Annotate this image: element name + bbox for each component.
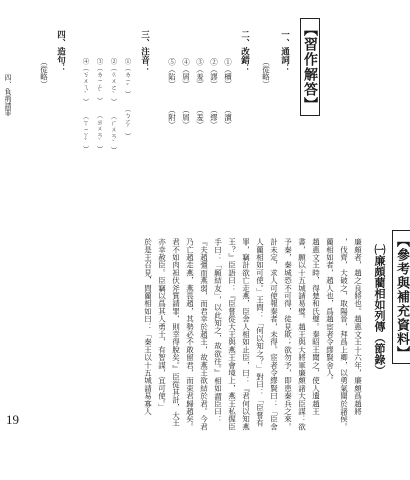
list-item xyxy=(82,58,89,152)
section-note: （從略） xyxy=(261,58,271,88)
item-correct: （附） xyxy=(167,106,177,129)
item-wrong: （陷） xyxy=(167,65,177,88)
item-number: ⑤ xyxy=(167,58,177,66)
item-wrong: （屑） xyxy=(181,65,191,88)
item-zhuyin: （ㄏㄨㄢˋ） xyxy=(109,113,118,154)
text-column: 王？』臣語曰：『臣嘗從大王與燕王會境上，燕王私握臣 xyxy=(227,238,237,431)
answers-heading: 【習作解答】 xyxy=(300,18,320,116)
list-item xyxy=(110,58,117,154)
item-correct: （瀆） xyxy=(223,106,233,129)
section-note: （從略） xyxy=(39,58,49,88)
section-label: 一、通詞： xyxy=(279,30,290,73)
item-number: ③ xyxy=(95,58,104,65)
text-column: 乃亡趙走燕，燕畏趙，其勢必不敢留君，而束君歸趙矣。 xyxy=(185,238,195,431)
text-column: 予秦，秦城恐不可得，徒見欺；欲勿予，即患秦兵之來。 xyxy=(283,238,293,431)
text-column: 趙惠文王時，得楚和氏璧。秦昭王聞之，使人遺趙王 xyxy=(311,238,321,416)
text-column: 罪，竊計欲亡走燕，臣舍人相如止臣，曰：『君何以知燕 xyxy=(241,238,251,431)
text-column: 亦幸赦臣。臣竊以爲其人勇士，有智謀，宜可使。」 xyxy=(157,238,167,412)
item-zhuyin: （ㄅㄛˊ） xyxy=(123,105,132,140)
text-column: 廉頗者，趙之良將也。趙惠文王十六年，廉頗爲趙將 xyxy=(353,238,363,416)
section-label: 四、造句： xyxy=(55,30,66,73)
item-number: ② xyxy=(209,58,219,66)
item-wrong: （羞） xyxy=(195,65,205,88)
text-column: 藺相如者，趙人也，爲趙宦者令繆賢舍人。 xyxy=(325,238,335,385)
item-number: ④ xyxy=(181,58,191,66)
list-item xyxy=(96,58,103,152)
item-zhuyin: （ㄓㄨㄢˋ） xyxy=(95,111,104,153)
section-label: 三、注音： xyxy=(139,30,150,73)
item-wrong: （謬） xyxy=(209,65,219,88)
item-zhuyin: （ㄍㄨㄛˋ） xyxy=(109,64,118,105)
item-number: ① xyxy=(123,58,132,65)
text-column: 君不如肉袒伏斧質請罪，則幸得脫矣。』臣從其計，大王 xyxy=(171,238,181,427)
list-item xyxy=(224,58,232,129)
item-zhuyin: （ㄎㄨㄟˋ） xyxy=(81,64,90,105)
running-head: 四、負荊請罪 xyxy=(4,74,12,116)
text-column: 於是王召見，問藺相如曰：「秦王以十五城請易寡人 xyxy=(143,238,153,416)
list-item xyxy=(196,58,204,129)
text-column: ，伐齊，大破之，取陽晉，拜爲上卿，以勇氣聞於諸侯。 xyxy=(339,238,349,431)
list-item xyxy=(210,58,218,129)
item-correct: （屑） xyxy=(181,106,191,129)
item-zhuyin: （ㄒㄧㄚˇ） xyxy=(81,113,90,153)
item-number: ① xyxy=(223,58,233,66)
section-subtitle: ㈠廉頗藺相如列傳（節錄） xyxy=(373,244,386,376)
item-correct: （羞） xyxy=(195,106,205,129)
text-column: 人藺相如可使。」王問：「何以知之？」對曰：「臣嘗有 xyxy=(255,238,265,427)
reference-heading: 【參考與補充資料】 xyxy=(392,230,410,364)
item-number: ④ xyxy=(81,58,90,65)
text-column: 計未定，求人可使報秦者，未得。宦者令繆賢曰：「臣舍 xyxy=(269,238,279,431)
text-column: 書，願以十五城請易璧。趙王與大將軍廉頗諸大臣謀：欲 xyxy=(297,238,307,431)
item-wrong: （櫝） xyxy=(223,65,233,88)
list-item xyxy=(168,58,176,129)
item-number: ② xyxy=(109,58,118,65)
item-correct: （繆） xyxy=(209,106,219,129)
item-zhuyin: （ㄌㄧˇ） xyxy=(123,64,132,98)
item-zhuyin: （ㄌㄧㄥˋ） xyxy=(95,64,104,104)
page-number: 19 xyxy=(6,412,19,427)
text-column: 『夫趙彊而燕弱，而君幸於趙王，故燕王欲結於君。今君 xyxy=(199,238,209,431)
section-label: 二、改錯： xyxy=(239,30,250,73)
text-column: 手曰：「願結友」，以此知之，故欲往。』相如謂臣曰： xyxy=(213,238,223,423)
list-item xyxy=(124,58,131,139)
list-item xyxy=(182,58,190,129)
item-number: ③ xyxy=(195,58,205,66)
